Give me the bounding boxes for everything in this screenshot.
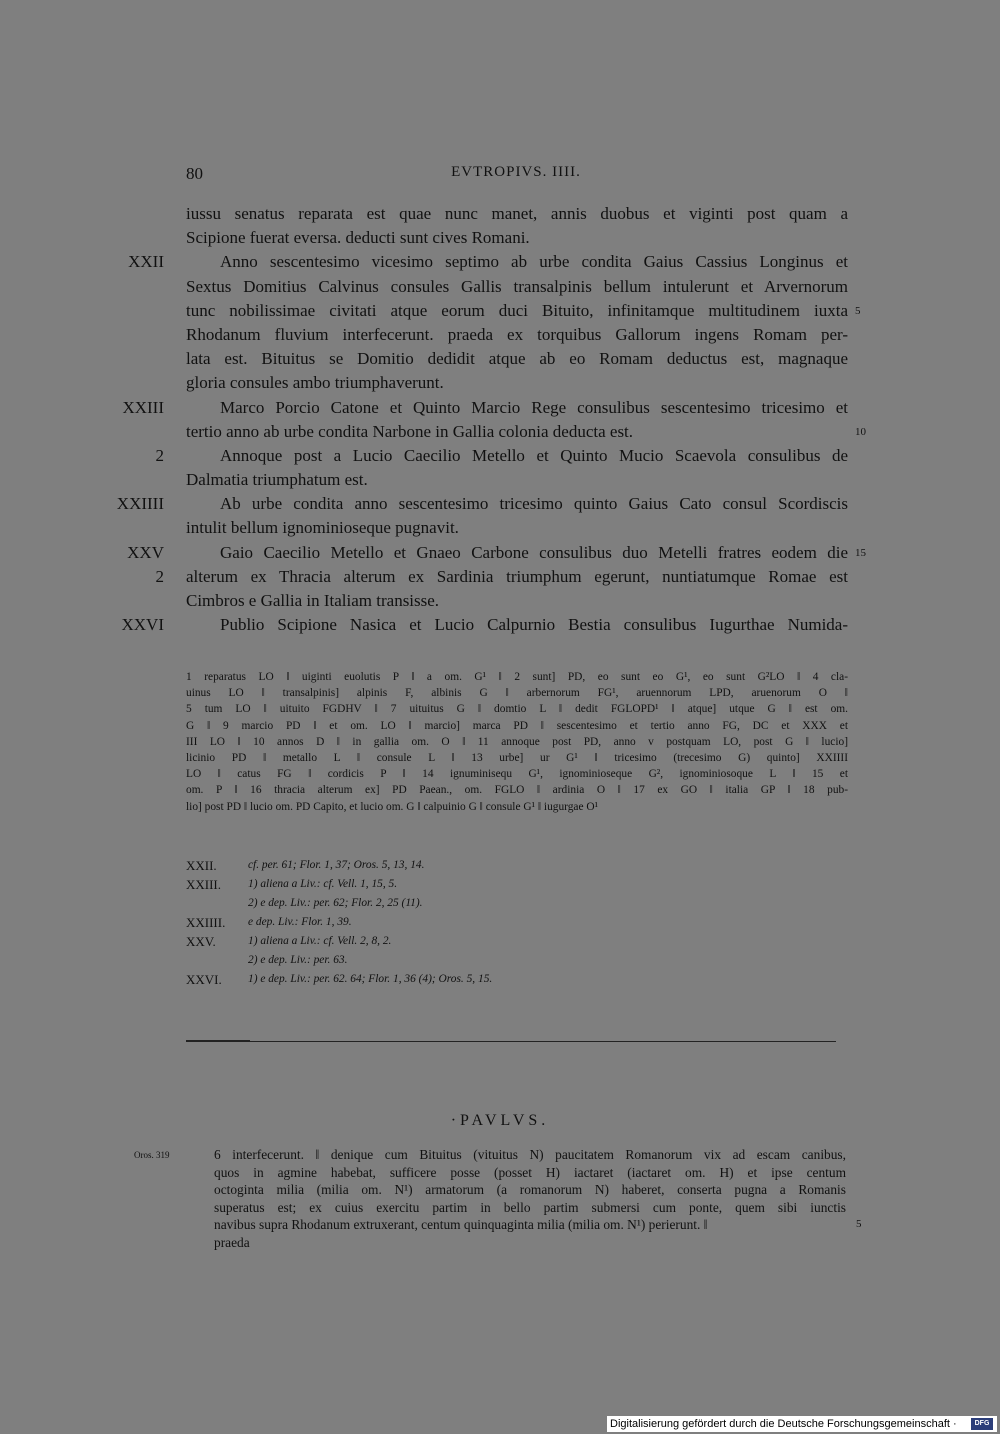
text-line [186,371,848,395]
text-line-content: Marco Porcio Catone et Quinto Marcio Rege consulibus sescentesimo tricesimo et [220,397,848,417]
chapter-number: XXII [128,252,164,272]
text-line [186,420,866,444]
apparatus-line: om. P ‖ 16 thracia alterum ex] PD Paean., om. FGLO ‖ ardinia O ‖ 17 ex GO ‖ italia GP ‖ 18 pub- [186,784,848,797]
text-line-content: Anno sescentesimo vicesimo septimo ab urbe condita Gaius Cassius Longinus et [220,252,848,272]
source-line [186,875,848,894]
source-text: 1) aliena a Liv.: cf. Vell. 2, 8, 2. [248,935,392,947]
text-line [186,299,861,323]
text-line [116,492,848,516]
text-line [128,250,848,274]
text-line-content: iussu senatus reparata est quae nunc manet, annis duobus et viginti post quam a [186,204,848,223]
text-line-content: Ab urbe condita anno sescentesimo tricesimo quinto Gaius Cato consul Scordiscis [220,494,848,514]
paulus-line: praeda [214,1234,250,1250]
divider-rule-thick [186,1040,250,1042]
paulus-line-number: 5 [856,1218,862,1230]
paulus-text [214,1146,846,1252]
chapter-number: 2 [155,566,164,586]
chapter-number: XXIIII [116,494,164,514]
text-line [121,613,848,637]
running-head [186,164,846,188]
page-number: 80 [186,164,203,183]
apparatus-line: 5 tum LO ‖ uituito FGDHV ‖ 7 uituitus G ‖ domtio L ‖ dedit FGLOPD¹ ‖ atque] utque G ‖ est om. [186,703,848,716]
apparatus-line: G ‖ 9 marcio PD ‖ et om. LO ‖ marcio] marca PD ‖ sescentesimo et tertio anno FG, DC et XXX et [186,719,848,732]
text-line [155,565,848,589]
text-line-content: Sextus Domitius Calvinus consules Gallis transalpinis bellum intulerunt et Arvernorum [186,276,848,296]
text-line-content: Rhodanum fluvium interfecerunt. praeda ex torquibus Gallorum ingens Romam per- [186,324,848,344]
text-line-content: Scipione fuerat eversa. deducti sunt cives Romani. [186,228,530,248]
text-line [127,541,866,565]
main-text [116,202,866,637]
text-line-content: Dalmatia triumphatum est. [186,470,368,490]
paulus-heading: ·PAVLVS. [450,1112,550,1129]
source-line [186,913,848,932]
source-line [186,951,848,970]
text-line [186,275,848,299]
source-line [186,932,848,951]
source-label: XXVI. [186,972,222,987]
source-notes [186,856,848,989]
digitization-footer [607,1416,997,1432]
text-line [186,589,848,613]
apparatus-line: 1 reparatus LO ‖ uiginti euolutis P ‖ a om. G¹ ‖ 2 sunt] PD, eo sunt eo G¹, eo sunt G²LO ‖ 4 cla- [186,671,848,683]
source-text: 2) e dep. Liv.: per. 62; Flor. 2, 25 (11). [248,897,423,909]
paulus-line: superatus est; ex cuius exercitu partim in bello partim submersi cum ponte, quem sibi iunctis [214,1199,846,1215]
apparatus-line: LO ‖ catus FG ‖ cordicis P ‖ 14 ignuminisequ G¹, ignominioseque G², ignominiosoque L ‖ 15 et [186,768,848,781]
apparatus-line: III LO ‖ 10 annos D ‖ in gallia om. O ‖ 11 annoque post PD, anno v postquam LO, post G ‖ lucio] [186,735,848,748]
source-line [186,894,848,913]
text-line [186,468,848,492]
text-line [186,516,848,540]
text-line-content: alterum ex Thracia alterum ex Sardinia triumphum egerunt, nuntiatumque Romae est [186,566,848,586]
chapter-number: XXIII [122,397,164,417]
chapter-number: XXV [127,542,164,562]
text-line-content: Publio Scipione Nasica et Lucio Calpurnio Bestia consulibus Iugurthae Numida- [220,615,848,635]
source-line [186,856,848,875]
source-label: XXIII. [186,877,222,892]
text-line [186,347,848,371]
paulus-line: octoginta milia (milia om. N¹) armatorum (a romanorum N) haberet, conserta pugna a Romanis [214,1182,846,1198]
source-text: 1) aliena a Liv.: cf. Vell. 1, 15, 5. [248,878,398,890]
dfg-logo: DFG [971,1418,993,1430]
text-line [122,396,848,420]
text-line-content: gloria consules ambo triumphaverunt. [186,373,444,393]
source-line [186,970,848,989]
source-label: XXIIII. [186,915,226,930]
text-line-content: lata est. Bituitus se Domitio dedidit atque ab eo Romam deductus est, magnaque [186,349,848,369]
apparatus-line: uinus LO ‖ transalpinis] alpinis F, albinis G ‖ arbernorum FG¹, aruennorum LPD, aruenorum O ‖ [186,687,848,700]
apparatus-line: lio] post PD ‖ lucio om. PD Capito, et lucio om. G ‖ calpuinio G ‖ consule G¹ ‖ iugurgae O¹ [186,800,599,813]
source-text: 1) e dep. Liv.: per. 62. 64; Flor. 1, 36 (4); Oros. 5, 15. [248,973,493,985]
apparatus-line: licinio PD ‖ metallo L ‖ consule L ‖ 13 urbe] ur G¹ ‖ tricesimo (trecesimo G) quinto] XXIIII [186,751,848,764]
line-number: 5 [855,304,861,317]
divider-rule [186,1041,836,1042]
oros-reference: Oros. 319 [134,1150,170,1160]
text-line-content: Annoque post a Lucio Caecilio Metello et Quinto Mucio Scaevola consulibus de [220,445,848,465]
source-label: XXII. [186,858,217,873]
text-line-content: Cimbros e Gallia in Italiam transisse. [186,591,440,610]
text-line-content: intulit bellum ignominioseque pugnavit. [186,518,459,538]
text-line-content: tertio anno ab urbe condita Narbone in Gallia colonia deducta est. [186,421,634,441]
text-line [186,202,848,226]
paulus-line: navibus supra Rhodanum extruxerant, centum quinquaginta milia (milia om. N¹) perierunt. ‖ [214,1217,708,1233]
text-line [155,444,848,468]
text-line [186,226,848,250]
text-line-content: Gaio Caecilio Metello et Gnaeo Carbone consulibus duo Metelli fratres eodem die [220,542,848,562]
source-text: 2) e dep. Liv.: per. 63. [248,954,348,966]
paulus-line: quos in agmine habebat, sufficere posse (posset H) iactaret (iactaret om. H) et ipse centum [214,1164,846,1180]
line-number: 10 [855,425,866,438]
footer-text: Digitalisierung gefördert durch die Deutsche Forschungsgemeinschaft · [610,1418,957,1430]
critical-apparatus [186,669,848,815]
source-text: e dep. Liv.: Flor. 1, 39. [248,916,352,928]
source-text: cf. per. 61; Flor. 1, 37; Oros. 5, 13, 14. [248,859,425,871]
text-line-content: tunc nobilissimae civitati atque eorum duci Bituito, infinitamque multitudinem iuxta [186,300,848,320]
line-number: 15 [855,546,866,559]
chapter-number: XXVI [121,615,164,635]
running-title: EVTROPIVS. IIII. [451,164,581,180]
chapter-number: 2 [155,445,164,465]
paulus-line: 6 interfecerunt. ‖ denique cum Bituitus (vituitus N) paucitatem Romanorum vix ad escam canibus, [214,1147,846,1162]
text-line [186,323,848,347]
source-label: XXV. [186,934,216,949]
